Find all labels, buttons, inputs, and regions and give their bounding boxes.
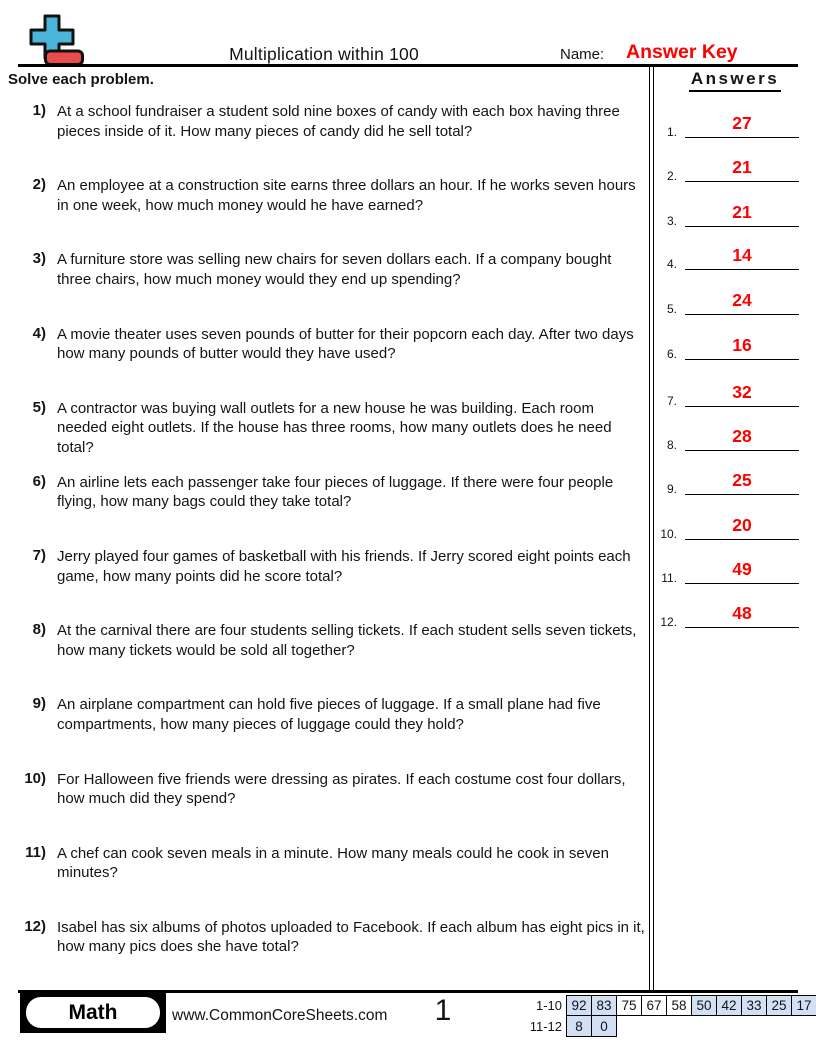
- answer-number: 5.: [666, 302, 677, 316]
- answer-number: 4.: [666, 257, 677, 271]
- problem-text: A chef can cook seven meals in a minute. How many meals could he cook in seven minutes?: [57, 844, 609, 882]
- answer-row: [650, 193, 802, 227]
- grading-table: [520, 995, 816, 1037]
- grade-score-cell: 75: [616, 995, 642, 1016]
- problem-text: A contractor was buying wall outlets for a new house he was building. Each room needed eight outlets. If the house has three rooms, how many outlets does he need total?: [57, 399, 612, 456]
- problem-number: 6): [32, 472, 46, 490]
- answers-title-wrap: [656, 69, 814, 92]
- grade-score-cell: 50: [691, 995, 717, 1016]
- website-url: www.CommonCoreSheets.com: [172, 1007, 388, 1024]
- problem-number: 12): [24, 917, 46, 935]
- problem-number: 2): [32, 176, 46, 194]
- problem-text: An airline lets each passenger take four pieces of luggage. If there were four people flying, how many bags could they take total?: [57, 473, 614, 511]
- problem-number: 4): [32, 324, 46, 342]
- answer-number: 2.: [666, 169, 677, 183]
- answer-value: 20: [732, 515, 752, 535]
- problem-text: At a school fundraiser a student sold nine boxes of candy with each box having three pieces inside of it. How many pieces of candy did he sell total?: [57, 103, 620, 140]
- answer-blank-line: [685, 426, 799, 451]
- problem-text: An employee at a construction site earns three dollars an hour. If he works seven hours in one week, how much money would he have earned?: [57, 177, 636, 214]
- answer-blank-line: [685, 335, 799, 360]
- answer-row: [650, 373, 802, 407]
- grade-score-cell: 8: [566, 1015, 592, 1037]
- answer-number: 7.: [666, 394, 677, 408]
- problem-text: For Halloween five friends were dressing as pirates. If each costume cost four dollars, how much did they spend?: [57, 770, 626, 808]
- grade-score-cell: 92: [566, 995, 592, 1016]
- answer-row: [650, 148, 802, 182]
- problem-text: At the carnival there are four students selling tickets. If each student sells seven tickets, how many tickets would be sold all together?: [57, 622, 637, 659]
- problem-number: 10): [24, 769, 46, 787]
- answer-value: 16: [732, 335, 752, 355]
- answer-row: [650, 326, 802, 360]
- answer-value: 27: [732, 113, 752, 133]
- grade-table-row: [520, 995, 816, 1016]
- answer-number: 3.: [666, 214, 677, 228]
- answer-blank-line: [685, 245, 799, 270]
- answer-value: 21: [732, 202, 752, 222]
- grade-score-cell: 33: [741, 995, 767, 1016]
- answer-number: 12.: [660, 615, 677, 629]
- problem-text: A furniture store was selling new chairs for seven dollars each. If a company bought three chairs, how much money would they end up spending?: [57, 251, 612, 288]
- problem-number: 8): [32, 621, 46, 639]
- grade-range-label: 11-12: [529, 1019, 562, 1034]
- problem-text: Isabel has six albums of photos uploaded to Facebook. If each album has eight pics in it, how many pics does she have total?: [57, 918, 645, 956]
- answer-blank-line: [685, 559, 799, 584]
- answer-blank-line: [685, 515, 799, 540]
- grade-range-label: 1-10: [535, 998, 562, 1013]
- grade-score-cell: 0: [591, 1015, 617, 1037]
- answer-row: [650, 417, 802, 451]
- answer-blank-line: [685, 470, 799, 495]
- grade-table-row: [520, 1016, 816, 1037]
- answer-value: 49: [732, 559, 752, 579]
- answer-value: 21: [732, 157, 752, 177]
- answer-number: 8.: [666, 438, 677, 452]
- grade-score-cell: 83: [591, 995, 617, 1016]
- answer-value: 32: [732, 382, 752, 402]
- problem-text: A movie theater uses seven pounds of butter for their popcorn each day. After two days how many pounds of butter would they have used?: [57, 325, 634, 363]
- instructions: Solve each problem.: [8, 71, 154, 88]
- name-label: Name:: [560, 46, 605, 63]
- answer-row: [650, 461, 802, 495]
- answer-blank-line: [685, 603, 799, 628]
- grade-score-cell: 17: [791, 995, 816, 1016]
- header-rule: [18, 64, 798, 67]
- answer-row: [650, 594, 802, 628]
- problem-number: 1): [32, 102, 46, 119]
- problem-number: 9): [32, 695, 46, 713]
- problem-number: 3): [32, 250, 46, 268]
- grade-score-cell: 25: [766, 995, 792, 1016]
- answer-number: 1.: [666, 125, 677, 139]
- answer-blank-line: [685, 202, 799, 227]
- answer-key-label: Answer Key: [626, 41, 738, 63]
- grade-score-cell: 58: [666, 995, 692, 1016]
- problem-number: 7): [32, 547, 46, 565]
- answer-row: [650, 550, 802, 584]
- problem-number: 11): [25, 843, 46, 861]
- problem-text: Jerry played four games of basketball with his friends. If Jerry scored eight points each game, how many points did he score total?: [57, 548, 631, 585]
- answer-blank-line: [685, 382, 799, 407]
- answer-value: 48: [732, 603, 752, 623]
- answer-blank-line: [685, 157, 799, 182]
- answer-row: [650, 236, 802, 270]
- answer-row: [650, 104, 802, 138]
- grade-score-cell: 42: [716, 995, 742, 1016]
- answer-value: 14: [732, 245, 752, 265]
- answer-row: [650, 281, 802, 315]
- answer-row: [650, 506, 802, 540]
- page-title: Multiplication within 100: [229, 44, 419, 64]
- answer-number: 11.: [661, 571, 677, 585]
- grade-score-cell: 67: [641, 995, 667, 1016]
- answer-number: 9.: [666, 482, 677, 496]
- answer-value: 24: [732, 290, 752, 310]
- subject-badge: [20, 993, 166, 1033]
- page-number: 1: [434, 994, 452, 1027]
- subject-label: Math: [26, 997, 160, 1028]
- problem-text: An airplane compartment can hold five pieces of luggage. If a small plane had five compartments, how many pieces of luggage could they hold?: [57, 696, 601, 733]
- answer-blank-line: [685, 113, 799, 138]
- problem-number: 5): [32, 398, 46, 416]
- answers-title: Answers: [689, 69, 781, 92]
- answer-number: 10.: [660, 527, 677, 541]
- answer-blank-line: [685, 290, 799, 315]
- answer-number: 6.: [666, 347, 677, 361]
- answer-value: 25: [732, 470, 752, 490]
- answer-value: 28: [732, 426, 752, 446]
